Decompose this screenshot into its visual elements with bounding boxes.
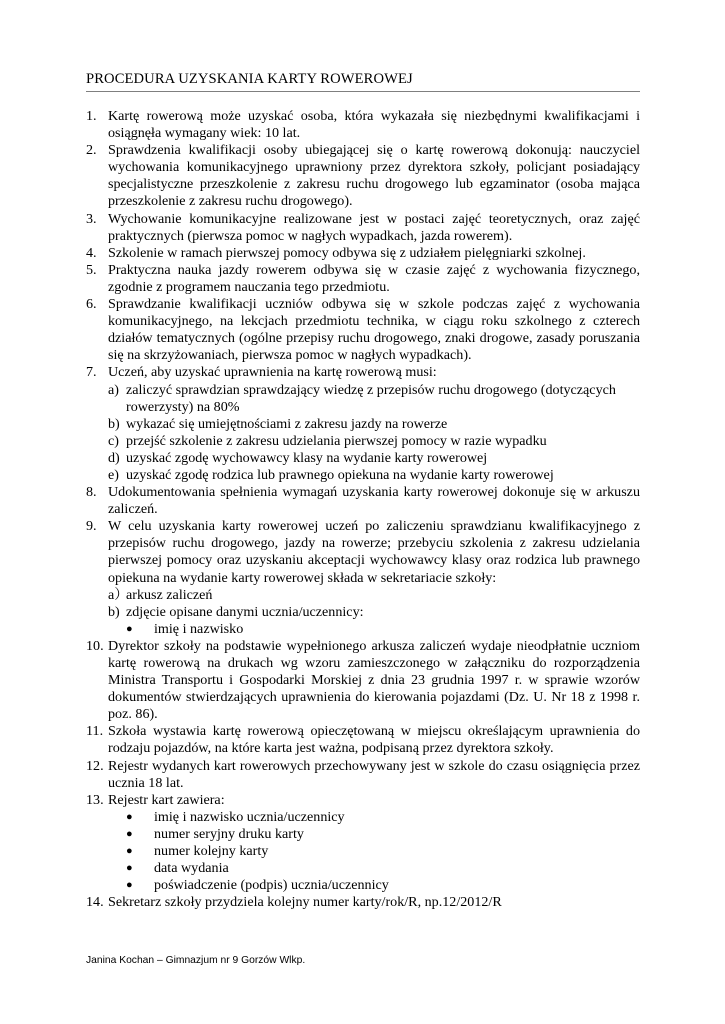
item-number: 12. xyxy=(86,757,104,774)
list-item xyxy=(86,296,640,364)
item-text: Szkolenie w ramach pierwszej pomocy odbywa się z udziałem pielęgniarki szkolnej. xyxy=(108,244,586,261)
item-text: Sekretarz szkoły przydziela kolejny numer karty/rok/R, np.12/2012/R xyxy=(108,894,502,911)
bullet-item xyxy=(126,809,640,826)
page-footer: Janina Kochan – Gimnazjum nr 9 Gorzów Wlkp. xyxy=(86,955,306,966)
item-number: 9. xyxy=(86,518,97,535)
sub-item-text: arkusz zaliczeń xyxy=(126,586,213,603)
sub-item xyxy=(108,382,640,416)
list-item xyxy=(86,262,640,296)
document-title: PROCEDURA UZYSKANIA KARTY ROWEROWEJ xyxy=(86,70,640,92)
item-number: 6. xyxy=(86,296,97,313)
item-number: 3. xyxy=(86,210,97,227)
bullet-icon: ● xyxy=(126,879,133,892)
bullet-text: poświadczenie (podpis) ucznia/uczennicy xyxy=(154,877,389,894)
item-text: W celu uzyskania karty rowerowej uczeń po zaliczeniu sprawdzianu kwalifikacyjnego z przepisów ruchu drogowego, jazdy na rowerze; przebyciu szkolenia z zakresu udzielania pierwszej pomocy oraz uzyskaniu akceptacji wychowawcy klasy oraz rodzica lub prawnego opiekuna na wydanie karty rowerowej składa w sekretariacie szkoły: xyxy=(108,518,640,586)
sub-item xyxy=(108,433,640,450)
sub-item xyxy=(108,450,640,467)
bullet-item xyxy=(126,877,640,894)
item-number: 2. xyxy=(86,142,97,159)
list-item xyxy=(86,723,640,757)
procedure-list xyxy=(86,108,640,911)
bullet-list xyxy=(108,809,640,894)
sub-item-text: zdjęcie opisane danymi ucznia/uczennicy: xyxy=(126,603,364,620)
bullet-icon: ● xyxy=(126,827,133,840)
item-text: Szkoła wystawia kartę rowerową opieczętowaną w miejscu określającym uprawnienia do rodzaju pojazdów, na które karta jest ważna, podpisaną przez dyrektora szkoły. xyxy=(108,723,640,757)
list-item xyxy=(86,758,640,792)
list-item xyxy=(86,364,640,484)
bullet-icon: ● xyxy=(126,622,133,635)
item-text: Udokumentowania spełnienia wymagań uzyskania karty rowerowej dokonuje się w arkuszu zaliczeń. xyxy=(108,484,640,518)
bullet-text: imię i nazwisko ucznia/uczennicy xyxy=(154,808,345,825)
sub-item-letter: c) xyxy=(108,432,119,449)
list-item xyxy=(86,792,640,895)
sub-item xyxy=(108,416,640,433)
sub-list xyxy=(108,587,640,621)
item-text: Rejestr wydanych kart rowerowych przechowywany jest w szkole do czasu osiągnięcia przez ucznia 18 lat. xyxy=(108,757,640,791)
bullet-item xyxy=(126,621,640,638)
list-item xyxy=(86,142,640,210)
item-text: Rejestr kart zawiera: xyxy=(108,791,225,808)
sub-item-text: zaliczyć sprawdzian sprawdzający wiedzę z przepisów ruchu drogowego (dotyczących rowerzysty) na 80% xyxy=(126,381,616,415)
bullet-icon: ● xyxy=(126,810,133,823)
list-item xyxy=(86,108,640,142)
item-text: Sprawdzanie kwalifikacji uczniów odbywa się w szkole podczas zajęć z wychowania komunikacyjnego, na lekcjach przedmiotu technika, w ciągu roku szkolnego z czterech działów tematycznych (ogólne przepisy ruchu drogowego, znaki drogowe, zasady poruszania się na skrzyżowaniach, pierwsza pomoc w nagłych wypadkach). xyxy=(108,296,640,364)
item-text: Uczeń, aby uzyskać uprawnienia na kartę rowerową musi: xyxy=(108,364,437,381)
sub-list xyxy=(108,382,640,485)
item-number: 13. xyxy=(86,791,104,808)
sub-item xyxy=(108,604,640,621)
item-text: Wychowanie komunikacyjne realizowane jest w postaci zajęć teoretycznych, oraz zajęć praktycznych (pierwsza pomoc w nagłych wypadkach, jazda rowerem). xyxy=(108,210,640,244)
item-text: Praktyczna nauka jazdy rowerem odbywa się w czasie zajęć z wychowania fizycznego, zgodnie z programem nauczania tego przedmiotu. xyxy=(108,261,640,295)
item-text: Sprawdzenia kwalifikacji osoby ubiegającej się o kartę rowerową dokonują: nauczyciel wychowania komunikacyjnego uprawniony przez dyrektora szkoły, policjant posiadający specjalistyczne przeszkolenie z zakresu ruchu drogowego lub egzaminator (osoba mająca przeszkolenie z zakresu ruchu drogowego). xyxy=(108,142,640,210)
list-item xyxy=(86,245,640,262)
item-number: 1. xyxy=(86,108,97,124)
bullet-text: numer kolejny karty xyxy=(154,843,269,860)
sub-item-text: przejść szkolenie z zakresu udzielania pierwszej pomocy w razie wypadku xyxy=(126,432,547,449)
bullet-item xyxy=(126,843,640,860)
sub-item-text: uzyskać zgodę wychowawcy klasy na wydanie karty rowerowej xyxy=(126,449,488,466)
sub-item-letter: b) xyxy=(108,415,120,432)
item-number: 10. xyxy=(86,637,104,654)
item-text: Kartę rowerową może uzyskać osoba, która wykazała się niezbędnymi kwalifikacjami i osiągnęła wymagany wiek: 10 lat. xyxy=(108,108,640,142)
item-number: 4. xyxy=(86,244,97,261)
list-item xyxy=(86,638,640,723)
bullet-text: numer seryjny druku karty xyxy=(154,825,304,842)
item-number: 8. xyxy=(86,484,97,501)
bullet-icon: ● xyxy=(126,845,133,858)
item-text: Dyrektor szkoły na podstawie wypełnionego arkusza zaliczeń wydaje nieodpłatnie uczniom kartę rowerową na drukach wg wzoru zamieszczonego w załączniku do rozporządzenia Ministra Transportu i Gospodarki Morskiej z dnia 23 grudnia 1997 r. w sprawie wzorów dokumentów stwierdzających uprawnienia do kierowania pojazdami (Dz. U. Nr 18 z 1998 r. poz. 86). xyxy=(108,637,640,723)
sub-item-letter: a） xyxy=(108,586,129,603)
sub-item-letter: a) xyxy=(108,381,119,398)
sub-item-letter: b) xyxy=(108,603,120,620)
item-number: 7. xyxy=(86,364,97,381)
list-item xyxy=(86,894,640,911)
sub-item xyxy=(108,587,640,604)
bullet-icon: ● xyxy=(126,862,133,875)
bullet-item xyxy=(126,826,640,843)
list-item xyxy=(86,484,640,518)
sub-item-text: wykazać się umiejętnościami z zakresu jazdy na rowerze xyxy=(126,415,448,432)
bullet-list xyxy=(108,621,640,638)
sub-item-letter: d) xyxy=(108,449,120,466)
list-item xyxy=(86,518,640,638)
item-number: 14. xyxy=(86,894,104,911)
item-number: 5. xyxy=(86,261,97,278)
sub-item-letter: e) xyxy=(108,466,119,483)
list-item xyxy=(86,211,640,245)
item-number: 11. xyxy=(86,723,104,740)
sub-item-text: uzyskać zgodę rodzica lub prawnego opiekuna na wydanie karty rowerowej xyxy=(126,466,554,483)
bullet-item xyxy=(126,860,640,877)
sub-item xyxy=(108,467,640,484)
bullet-text: data wydania xyxy=(154,860,229,877)
bullet-text: imię i nazwisko xyxy=(154,620,244,637)
